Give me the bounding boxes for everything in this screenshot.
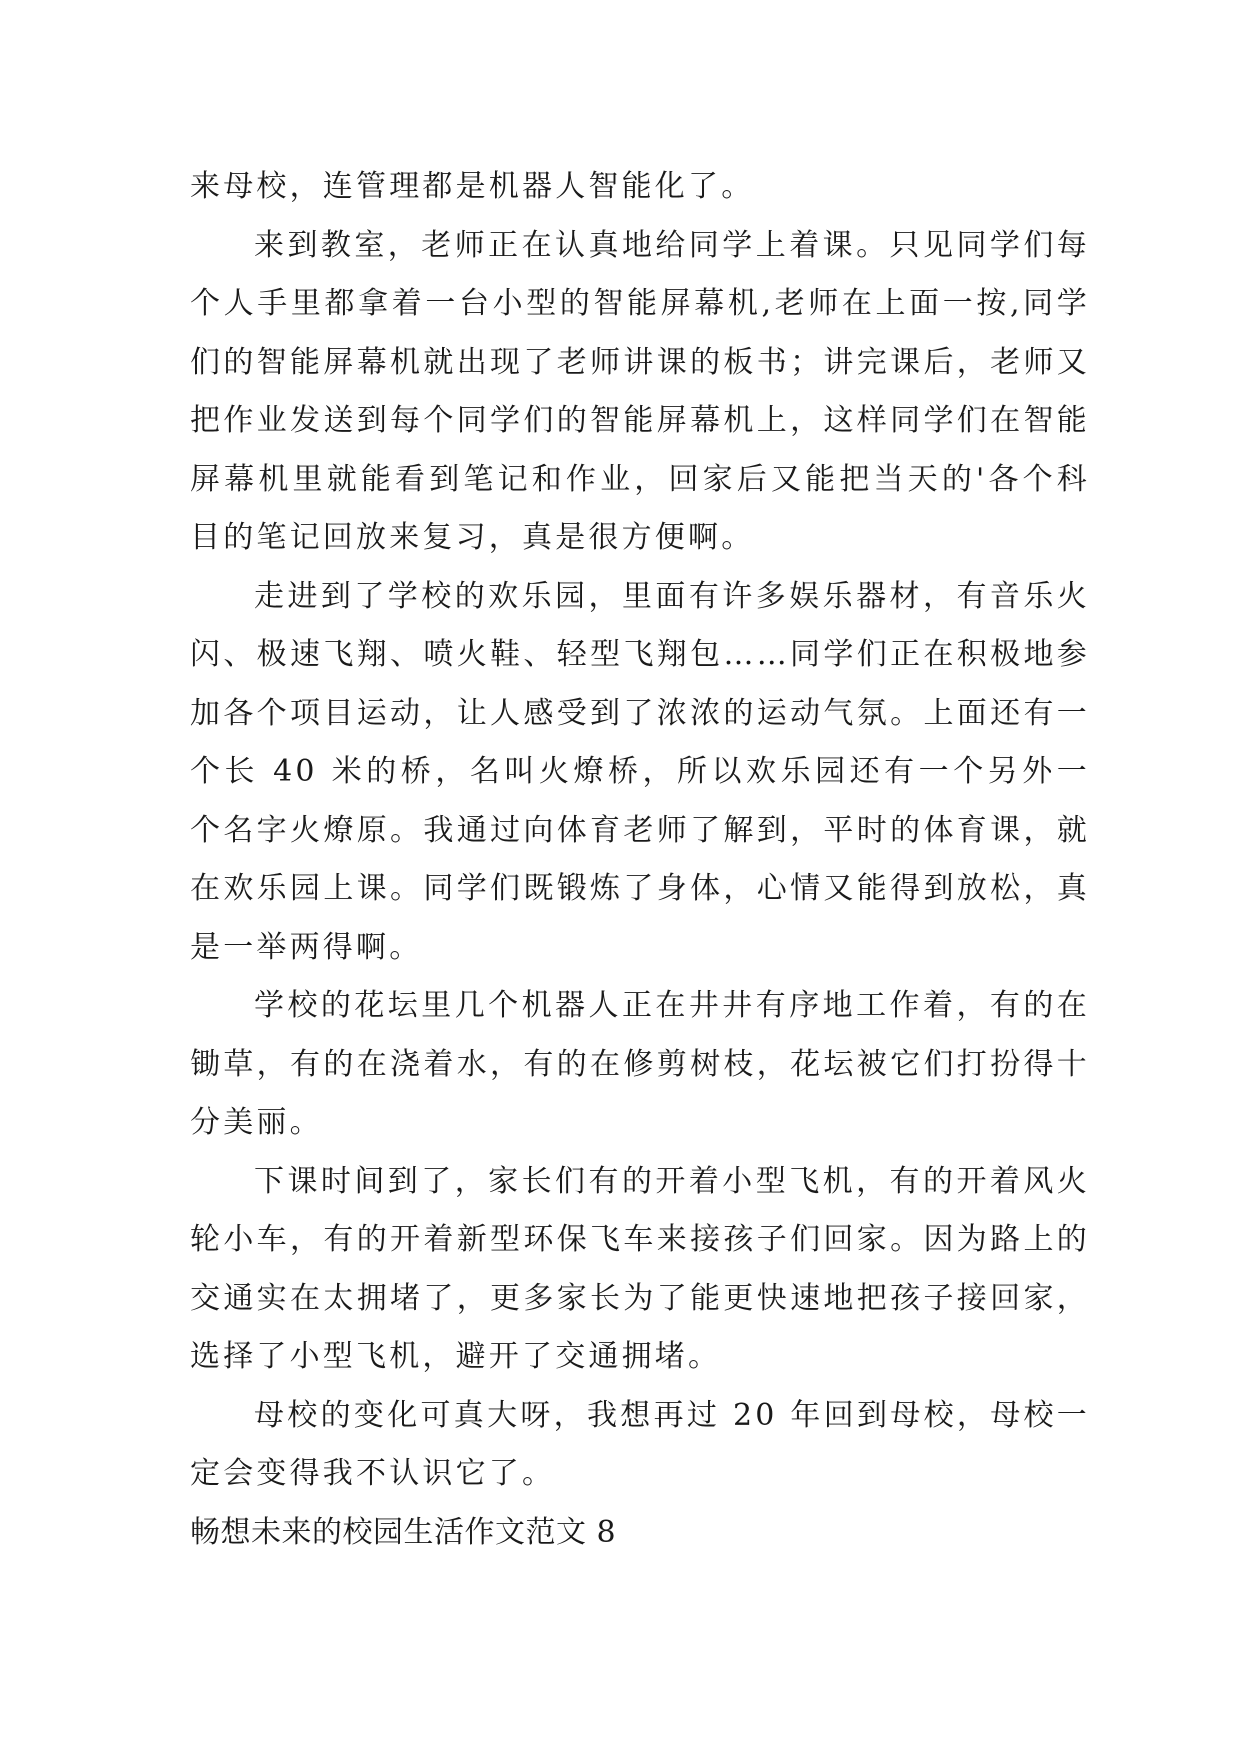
paragraph: 母校的变化可真大呀，我想再过 20 年回到母校，母校一定会变得我不认识它了。 bbox=[190, 1397, 1090, 1491]
paragraph: 来到教室，老师正在认真地给同学上着课。只见同学们每个人手里都拿着一台小型的智能屏幕机,老师在上面一按,同学们的智能屏幕机就出现了老师讲课的板书；讲完课后，老师又把作业发送到每个同学们的智能屏幕机上，这样同学们在智能屏幕机里就能看到笔记和作业，回家后又能把当天的'各个科目的笔记回放来复习，真是很方便啊。 bbox=[190, 227, 1090, 555]
section-heading: 畅想未来的校园生活作文范文 8 bbox=[190, 1514, 617, 1550]
paragraph: 学校的花坛里几个机器人正在井井有序地工作着，有的在锄草，有的在浇着水，有的在修剪树枝，花坛被它们打扮得十分美丽。 bbox=[190, 988, 1090, 1140]
paragraph: 走进到了学校的欢乐园，里面有许多娱乐器材，有音乐火闪、极速飞翔、喷火鞋、轻型飞翔包……同学们正在积极地参加各个项目运动，让人感受到了浓浓的运动气氛。上面还有一个长 40 米的桥，名叫火燎桥，所以欢乐园还有一个另外一个名字火燎原。我通过向体育老师了解到，平时的体育课，就在欢乐园上课。同学们既锻炼了身体，心情又能得到放松，真是一举两得啊。 bbox=[190, 578, 1090, 965]
document-body bbox=[190, 158, 1090, 1562]
paragraph: 下课时间到了，家长们有的开着小型飞机，有的开着风火轮小车，有的开着新型环保飞车来接孩子们回家。因为路上的交通实在太拥堵了，更多家长为了能更快速地把孩子接回家，选择了小型飞机，避开了交通拥堵。 bbox=[190, 1163, 1090, 1374]
paragraph: 来母校，连管理都是机器人智能化了。 bbox=[190, 169, 755, 204]
